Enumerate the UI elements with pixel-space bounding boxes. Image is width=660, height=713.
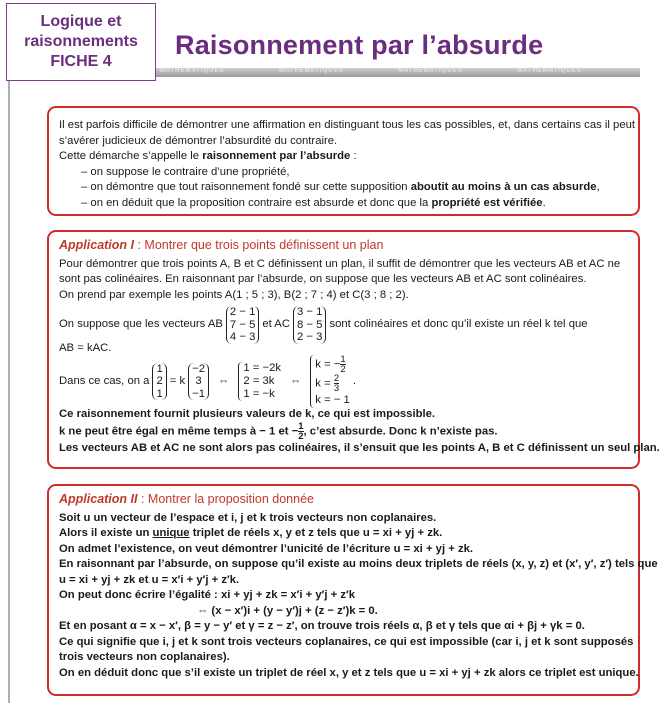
rule-word: MATHÉMATIQUES <box>398 68 463 74</box>
text: Alors il existe un <box>59 527 153 539</box>
app-subtitle: : Montrer la proposition donnée <box>137 492 314 506</box>
app1-line: Pour démontrer que trois points A, B et C définissent un plan, il suffit de démontrer que les vecteurs AB et AC ne <box>59 257 621 270</box>
app1-line: sont pas colinéaires. En raisonnant par l’absurde, on suppose que les vecteurs AB et AC sont colinéaires. <box>59 273 587 285</box>
vector-entry: 1 <box>156 387 163 400</box>
equivalence-symbol: ⇔ <box>218 374 230 387</box>
equation: 1 = −k <box>243 388 275 400</box>
vector-entry: 7 − 5 <box>229 318 256 331</box>
vector-entry: −2 <box>192 362 206 375</box>
app1-line: Les vecteurs AB et AC ne sont alors pas colinéaires, il s’ensuit que les points A, B et C définissent un seul plan. <box>59 442 660 454</box>
app2-line: On admet l’existence, on veut démontrer l’unicité de l’écriture u = xi + yj + zk. <box>59 542 474 555</box>
app2-line: ⇔ (x − x′)i + (y − y′)j + (z − z′)k = 0. <box>197 604 378 617</box>
intro-line <box>59 149 628 165</box>
app1-line <box>59 422 628 441</box>
denominator: 2 <box>298 431 304 442</box>
vector-entry: 8 − 5 <box>297 318 323 331</box>
vector-entry: 2 − 1 <box>229 306 256 319</box>
app2-line: Soit u un vecteur de l’espace et i, j et k trois vecteurs non coplanaires. <box>59 511 437 524</box>
app2-line: u = xi + yj + zk et u = x′i + y′j + z′k. <box>59 573 240 586</box>
text: triplet de réels x, y et z tels que u = xi + yj + zk. <box>189 527 443 539</box>
emphasis: unique <box>152 527 190 539</box>
app-subtitle: : Montrer que trois points définissent un plan <box>134 238 384 252</box>
text: , <box>596 181 600 193</box>
text: . <box>542 196 546 209</box>
app1-system-row <box>59 354 628 407</box>
text: Cette démarche s’appelle le <box>59 150 203 162</box>
intro-bullet <box>59 180 628 196</box>
app2-line: trois vecteurs non coplanaires). <box>59 651 230 663</box>
vector-entry: 4 − 3 <box>229 331 256 344</box>
vector-entry: 1 <box>156 362 163 375</box>
app-label: Application I <box>59 238 134 252</box>
vector-right <box>188 363 209 401</box>
vector-left <box>152 363 166 401</box>
fraction <box>340 355 345 374</box>
vector-entry: 3 − 1 <box>297 306 323 319</box>
denominator: 2 <box>340 364 346 375</box>
text: Dans ce cas, on a <box>59 374 150 387</box>
app1-line: Ce raisonnement fournit plusieurs valeurs de k, ce qui est impossible. <box>59 407 436 420</box>
app1-line: On prend par exemple les points A(1 ; 5 ; 3), B(2 ; 7 ; 4) et C(3 ; 8 ; 2). <box>59 288 409 301</box>
application-1-title <box>59 238 628 254</box>
fiche-line-3: FICHE 4 <box>50 53 112 70</box>
application-2-title <box>59 492 628 508</box>
text: k = − <box>315 358 341 371</box>
denominator: 3 <box>333 383 340 394</box>
rule-word: MATHÉMATIQUES <box>279 68 344 74</box>
numerator: 1 <box>340 354 346 365</box>
equation: k = − 1 <box>315 394 350 406</box>
text: : <box>350 150 357 162</box>
fiche-line-2: raisonnements <box>24 33 138 50</box>
emphasis: aboutit au moins à un cas absurde <box>410 181 597 193</box>
app2-line <box>59 526 628 542</box>
app2-line: Et en posant α = x − x′, β = y − y′ et γ = z − z′, on trouve trois réels α, β et γ tels que αi + βj + γk = 0. <box>59 620 585 632</box>
vector-entry: 3 <box>195 375 202 388</box>
vector-entry: −1 <box>192 387 206 400</box>
text: – on en déduit que la proposition contraire est absurde et donc que la <box>81 196 432 209</box>
text: et AC <box>262 318 290 331</box>
fiche-label-box <box>6 3 156 81</box>
equation <box>315 374 350 393</box>
emphasis: raisonnement par l’absurde <box>202 150 351 162</box>
page-title: Raisonnement par l’absurde <box>175 30 544 60</box>
rule-word: MATHÉMATIQUES <box>160 68 225 74</box>
vector-entry: 2 − 3 <box>297 331 323 344</box>
text: k ne peut être égal en même temps à − 1 et − <box>59 425 299 438</box>
equation-system-1 <box>238 362 281 401</box>
text: k = <box>315 377 334 390</box>
equation: 2 = 3k <box>243 375 275 387</box>
app-label: Application II <box>59 492 138 506</box>
equation <box>315 355 350 374</box>
equation: 1 = −2k <box>243 362 281 374</box>
emphasis: propriété est vérifiée <box>431 196 543 209</box>
equation-system-2 <box>310 355 350 408</box>
rule-word: MATHÉMATIQUES <box>517 68 582 74</box>
application-2-box <box>47 484 658 696</box>
text: . <box>352 374 356 387</box>
text: = k <box>169 374 186 387</box>
intro-line: s’avérer judicieux de démontrer l’absurdité du contraire. <box>59 134 338 147</box>
text: , c’est absurde. Donc k n’existe pas. <box>303 425 498 438</box>
numerator: 1 <box>298 421 304 432</box>
text: – on démontre que tout raisonnement fondé sur cette supposition <box>81 181 411 193</box>
app2-line: On en déduit donc que s’il existe un triplet de réel x, y et z tels que u = xi + yj + zk alors ce triplet est unique. <box>59 666 639 679</box>
intro-box <box>47 106 640 216</box>
intro-line: Il est parfois difficile de démontrer une affirmation en distinguant tous les cas possibles, et, dans certains cas il peut <box>59 119 636 131</box>
vector-ac <box>293 306 326 344</box>
app2-line: En raisonnant par l’absurde, on suppose qu’il existe au moins deux triplets de réels (x, y, z) et (x′, y′, z′) tels que <box>59 558 658 570</box>
intro-bullet <box>59 196 628 212</box>
text: sont colinéaires et donc qu’il existe un réel k tel que <box>329 318 588 331</box>
side-divider <box>8 81 10 703</box>
app1-line: AB = kAC. <box>59 342 112 354</box>
vector-ab <box>226 306 259 344</box>
app2-line: Ce qui signifie que i, j et k sont trois vecteurs coplanaires, ce qui est impossible (car i, j et k sont supposés <box>59 635 634 648</box>
app2-line: On peut donc écrire l’égalité : xi + yj + zk = x′i + y′j + z′k <box>59 589 356 601</box>
fiche-line-1: Logique et <box>40 13 122 30</box>
fraction <box>334 374 339 393</box>
numerator: 2 <box>333 373 340 384</box>
vector-entry: 2 <box>156 375 163 388</box>
text: On suppose que les vecteurs AB <box>59 318 223 331</box>
equivalence-symbol: ⇔ <box>290 374 302 387</box>
header-rule-words <box>160 68 634 74</box>
application-1-box <box>47 230 660 469</box>
intro-bullet: – on suppose le contraire d’une propriété, <box>81 165 290 178</box>
